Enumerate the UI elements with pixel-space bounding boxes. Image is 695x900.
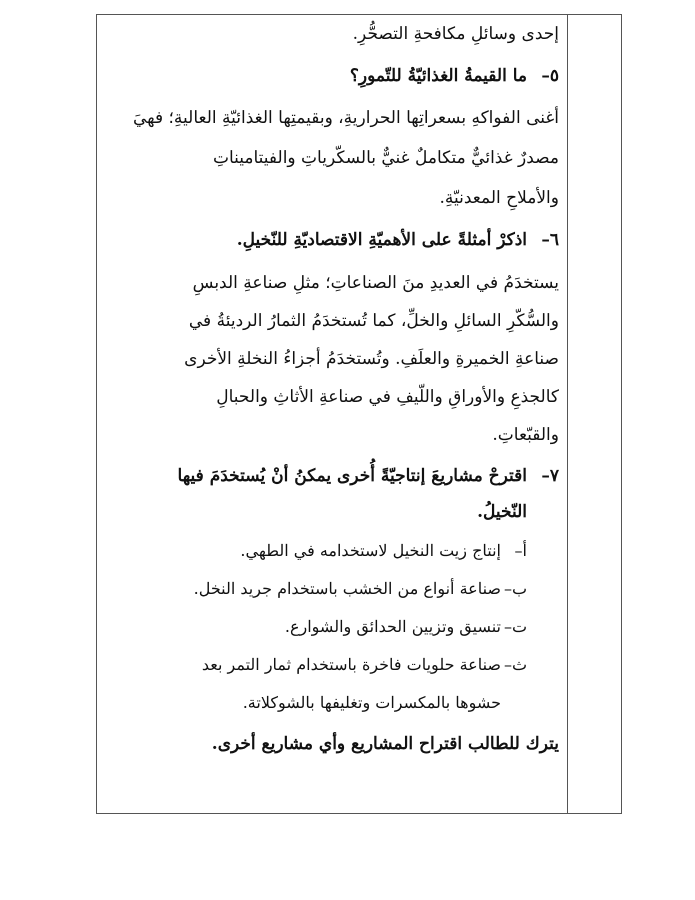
list-item: [104, 646, 527, 684]
list-item-text: صناعة حلويات فاخرة باستخدام ثمار التمر بعد: [201, 655, 501, 674]
answer-line: مصدرٌ غذائيٌّ متكاملٌ غنيٌّ بالسكّرياتِ والفيتاميناتِ: [212, 148, 559, 168]
question-5: [104, 58, 559, 94]
answer-line: والأملاحِ المعدنيّةِ.: [439, 188, 559, 208]
intro-line: إحدى وسائلِ مكافحةِ التصحُّرِ.: [352, 24, 559, 44]
list-item-text: إنتاج زيت النخيل لاستخدامه في الطهي.: [240, 541, 501, 560]
question-7-items: [104, 532, 559, 722]
question-7-number: ٧–: [541, 466, 559, 486]
list-item-label: ت–: [503, 617, 527, 636]
question-7: [104, 458, 559, 494]
answer-content: [104, 14, 559, 762]
question-5-number: ٥–: [541, 66, 559, 86]
answer-line: صناعةِ الخميرةِ والعلَفِ. وتُستخدَمُ أجزاءُ النخلةِ الأخرى: [184, 349, 559, 369]
teacher-note: يترك للطالب اقتراح المشاريع وأي مشاريع أخرى.: [211, 734, 559, 754]
table-column-divider: [567, 14, 568, 814]
list-item: [104, 532, 527, 570]
answer-line: والقبّعاتِ.: [492, 425, 559, 445]
list-item-continuation: حشوها بالمكسرات وتغليفها بالشوكلاتة.: [242, 693, 501, 712]
answer-line: والسُّكّرِ السائلِ والخلِّ، كما تُستخدَمُ الثمارُ الرديئةُ في: [188, 311, 559, 331]
list-item: [104, 570, 527, 608]
question-6-number: ٦–: [541, 230, 559, 250]
list-item: [104, 608, 527, 646]
answer-line: أغنى الفواكهِ بسعراتِها الحراريةِ، وبقيمتِها الغذائيّةِ العاليةِ؛ فهيَ: [132, 108, 559, 128]
question-7-title-line-2: النّخيلُ.: [477, 502, 527, 522]
question-6: [104, 222, 559, 258]
question-6-answer: [104, 264, 559, 454]
question-6-title: اذكرْ أمثلةً على الأهميّةِ الاقتصاديّةِ للنّخيلِ.: [236, 230, 527, 250]
question-7-title-line-1: اقترحْ مشاريعَ إنتاجيّةً أُخرى يمكنُ أنْ يُستخدَمَ فيها: [177, 466, 527, 486]
list-item-label: أ–: [514, 541, 527, 560]
answer-line: يستخدَمُ في العديدِ منَ الصناعاتِ؛ مثلِ صناعةِ الدبسِ: [192, 273, 559, 293]
list-item-text: تنسيق وتزيين الحدائق والشوارع.: [284, 617, 501, 636]
list-item-label: ب–: [503, 579, 527, 598]
answer-line: كالجذعِ والأوراقِ واللّيفِ في صناعةِ الأثاثِ والحبالِ: [216, 387, 559, 407]
question-5-title: ما القيمةُ الغذائيّةُ للتّمورِ؟: [349, 66, 527, 86]
question-5-answer: [104, 98, 559, 218]
list-item-label: ث–: [503, 655, 527, 674]
list-item-text: صناعة أنواع من الخشب باستخدام جريد النخل.: [193, 579, 501, 598]
